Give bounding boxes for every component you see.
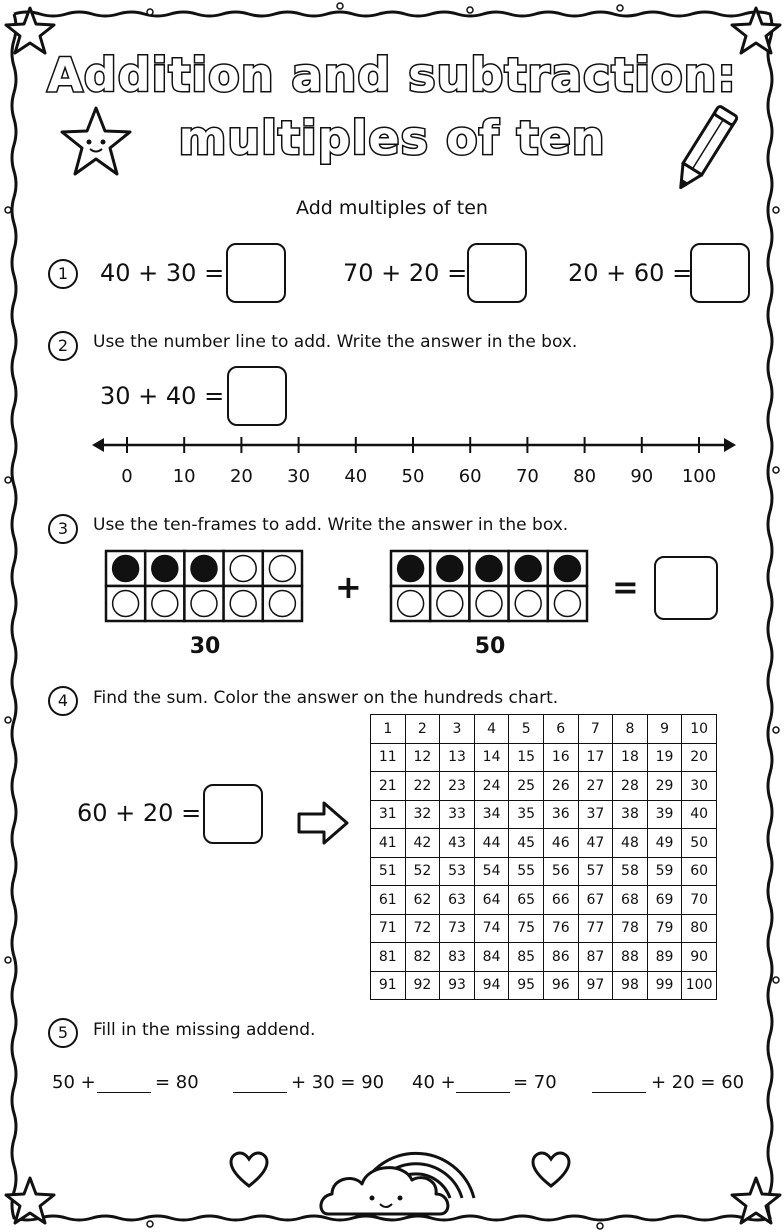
hundreds-chart-cell[interactable]: 22: [405, 772, 440, 801]
q2-instruction: Use the number line to add. Write the answer in the box.: [93, 332, 578, 352]
counter-filled: [476, 556, 502, 582]
hundreds-chart-row: [371, 800, 717, 829]
hundreds-chart-cell[interactable]: 75: [509, 914, 544, 943]
hundreds-chart-cell[interactable]: 41: [371, 829, 406, 858]
plus-sign: +: [335, 568, 362, 606]
hundreds-chart-cell[interactable]: 73: [440, 914, 475, 943]
hundreds-chart-cell[interactable]: 61: [371, 886, 406, 915]
number-line-label: 40: [344, 466, 368, 487]
hundreds-chart-cell[interactable]: 27: [578, 772, 613, 801]
q5-item-2-blank[interactable]: [233, 1092, 287, 1093]
hundreds-chart-cell[interactable]: 97: [578, 971, 613, 1000]
q5-item-3-blank[interactable]: [456, 1092, 510, 1093]
hundreds-chart-cell[interactable]: 29: [647, 772, 682, 801]
hundreds-chart-cell[interactable]: 62: [405, 886, 440, 915]
hundreds-chart-cell[interactable]: 60: [682, 857, 717, 886]
hundreds-chart-cell[interactable]: 34: [474, 800, 509, 829]
hundreds-chart-cell[interactable]: 93: [440, 971, 475, 1000]
number-line-label: 100: [681, 466, 717, 487]
hundreds-chart-cell[interactable]: 100: [682, 971, 717, 1000]
hundreds-chart-cell[interactable]: 44: [474, 829, 509, 858]
q2-answer-box[interactable]: [227, 366, 287, 426]
hundreds-chart-cell[interactable]: 55: [509, 857, 544, 886]
q5-item-1-left: 50 +: [52, 1072, 96, 1093]
question-number-4: 4: [48, 686, 78, 716]
q5-instruction: Fill in the missing addend.: [93, 1020, 316, 1040]
hundreds-chart-cell[interactable]: 95: [509, 971, 544, 1000]
hundreds-chart-cell[interactable]: 18: [613, 743, 648, 772]
hundreds-chart-cell[interactable]: 15: [509, 743, 544, 772]
counter-empty: [191, 591, 217, 617]
hundreds-chart-cell[interactable]: 79: [647, 914, 682, 943]
hundreds-chart-cell[interactable]: 59: [647, 857, 682, 886]
counter-empty: [476, 591, 502, 617]
hundreds-chart-cell[interactable]: 5: [509, 715, 544, 744]
hundreds-chart-cell[interactable]: 31: [371, 800, 406, 829]
hundreds-chart-cell[interactable]: 68: [613, 886, 648, 915]
ten-frame-1-label: 30: [189, 634, 221, 659]
q3-instruction: Use the ten-frames to add. Write the answer in the box.: [93, 515, 569, 535]
counter-empty: [152, 591, 178, 617]
hundreds-chart-row: [371, 715, 717, 744]
counter-filled: [554, 556, 580, 582]
hundreds-chart-cell[interactable]: 24: [474, 772, 509, 801]
q5-item-4-blank[interactable]: [592, 1092, 646, 1093]
border-dot: [147, 9, 153, 15]
border-dot: [5, 957, 11, 963]
number-line-label: 60: [458, 466, 482, 487]
counter-empty: [515, 591, 541, 617]
hundreds-chart-cell[interactable]: 16: [543, 743, 578, 772]
hundreds-chart-cell[interactable]: 39: [647, 800, 682, 829]
hundreds-chart-cell[interactable]: 9: [647, 715, 682, 744]
hundreds-chart-cell[interactable]: 69: [647, 886, 682, 915]
hundreds-chart-cell[interactable]: 84: [474, 943, 509, 972]
hundreds-chart-cell[interactable]: 40: [682, 800, 717, 829]
border-dot: [337, 3, 343, 9]
q4-instruction: Find the sum. Color the answer on the hundreds chart.: [93, 688, 559, 708]
hundreds-chart-cell[interactable]: 83: [440, 943, 475, 972]
hundreds-chart-cell[interactable]: 89: [647, 943, 682, 972]
hundreds-chart-cell[interactable]: 85: [509, 943, 544, 972]
q4-equation: 60 + 20 =: [77, 799, 202, 827]
hundreds-chart-cell[interactable]: 98: [613, 971, 648, 1000]
hundreds-chart-cell[interactable]: 1: [371, 715, 406, 744]
hundreds-chart-cell[interactable]: 33: [440, 800, 475, 829]
hundreds-chart-cell[interactable]: 35: [509, 800, 544, 829]
q1-equation-3: 20 + 60 =: [568, 259, 693, 287]
hundreds-chart-cell[interactable]: 70: [682, 886, 717, 915]
hundreds-chart-cell[interactable]: 88: [613, 943, 648, 972]
hundreds-chart-cell[interactable]: 14: [474, 743, 509, 772]
hundreds-chart-cell[interactable]: 8: [613, 715, 648, 744]
border-dot: [773, 727, 779, 733]
hundreds-chart-cell[interactable]: 96: [543, 971, 578, 1000]
q2-equation: 30 + 40 =: [100, 382, 225, 410]
hundreds-chart-cell[interactable]: 21: [371, 772, 406, 801]
hundreds-chart-cell[interactable]: 51: [371, 857, 406, 886]
hundreds-chart-cell[interactable]: 66: [543, 886, 578, 915]
hundreds-chart-cell[interactable]: 50: [682, 829, 717, 858]
question-number-5: 5: [48, 1018, 78, 1048]
number-line-label: 90: [630, 466, 654, 487]
hundreds-chart-cell[interactable]: 6: [543, 715, 578, 744]
hundreds-chart-cell[interactable]: 87: [578, 943, 613, 972]
arrow-right-icon: [296, 800, 350, 846]
counter-empty: [398, 591, 424, 617]
hundreds-chart-cell[interactable]: 10: [682, 715, 717, 744]
hundreds-chart-cell[interactable]: 99: [647, 971, 682, 1000]
hundreds-chart-cell[interactable]: 94: [474, 971, 509, 1000]
hundreds-chart-cell[interactable]: 25: [509, 772, 544, 801]
hundreds-chart-cell[interactable]: 4: [474, 715, 509, 744]
border-dot: [467, 7, 473, 13]
border-dot: [597, 1223, 603, 1229]
q5-item-1-blank[interactable]: [97, 1092, 151, 1093]
hundreds-chart-cell[interactable]: 30: [682, 772, 717, 801]
counter-empty: [230, 591, 256, 617]
hundreds-chart-row: [371, 943, 717, 972]
q5-item-1-right: = 80: [155, 1072, 199, 1093]
hundreds-chart-cell[interactable]: 78: [613, 914, 648, 943]
star-icon: [56, 104, 136, 180]
hundreds-chart-cell[interactable]: 7: [578, 715, 613, 744]
q3-answer-box[interactable]: [654, 556, 718, 620]
border-dot: [5, 477, 11, 483]
hundreds-chart-row: [371, 857, 717, 886]
hundreds-chart-cell[interactable]: 37: [578, 800, 613, 829]
counter-filled: [515, 556, 541, 582]
hundreds-chart-cell[interactable]: 13: [440, 743, 475, 772]
ten-frame-1: [104, 549, 306, 623]
q5-item-3-left: 40 +: [412, 1072, 456, 1093]
counter-empty: [113, 591, 139, 617]
hundreds-chart-cell[interactable]: 2: [405, 715, 440, 744]
hundreds-chart-cell[interactable]: 17: [578, 743, 613, 772]
hundreds-chart-cell[interactable]: 77: [578, 914, 613, 943]
hundreds-chart-cell[interactable]: 19: [647, 743, 682, 772]
number-line-label: 80: [573, 466, 597, 487]
hundreds-chart-row: [371, 914, 717, 943]
hundreds-chart-row: [371, 772, 717, 801]
q1-answer-box-1[interactable]: [226, 243, 286, 303]
hundreds-chart-cell[interactable]: 11: [371, 743, 406, 772]
number-line-label: 10: [172, 466, 196, 487]
hundreds-chart-cell[interactable]: 12: [405, 743, 440, 772]
hundreds-chart-cell[interactable]: 74: [474, 914, 509, 943]
border-dot: [773, 977, 779, 983]
heart-icon: [228, 1150, 270, 1190]
subtitle: Add multiples of ten: [296, 197, 488, 219]
q1-equation-1: 40 + 30 =: [100, 259, 225, 287]
hundreds-chart-cell[interactable]: 56: [543, 857, 578, 886]
equals-sign: =: [612, 568, 639, 606]
question-number-3: 3: [48, 514, 78, 544]
counter-filled: [398, 556, 424, 582]
number-line-label: 0: [121, 466, 133, 487]
hundreds-chart-cell[interactable]: 86: [543, 943, 578, 972]
counter-empty: [269, 556, 295, 582]
hundreds-chart-cell[interactable]: 42: [405, 829, 440, 858]
hundreds-chart-cell[interactable]: 63: [440, 886, 475, 915]
hundreds-chart-cell[interactable]: 38: [613, 800, 648, 829]
hundreds-chart-cell[interactable]: 36: [543, 800, 578, 829]
q1-answer-box-2[interactable]: [467, 243, 527, 303]
hundreds-chart-cell[interactable]: 32: [405, 800, 440, 829]
hundreds-chart-cell[interactable]: 43: [440, 829, 475, 858]
hundreds-chart-cell[interactable]: 67: [578, 886, 613, 915]
hundreds-chart-cell[interactable]: 71: [371, 914, 406, 943]
number-line-label: 70: [515, 466, 539, 487]
hundreds-chart-cell[interactable]: 58: [613, 857, 648, 886]
ten-frame-2: [389, 549, 591, 623]
hundreds-chart-cell[interactable]: 57: [578, 857, 613, 886]
title-line-1: Addition and subtraction:: [47, 48, 737, 102]
hundreds-chart-cell[interactable]: 49: [647, 829, 682, 858]
hundreds-chart-cell[interactable]: 80: [682, 914, 717, 943]
hundreds-chart-cell[interactable]: 54: [474, 857, 509, 886]
q1-equation-2: 70 + 20 =: [343, 259, 468, 287]
counter-empty: [269, 591, 295, 617]
hundreds-chart-cell[interactable]: 90: [682, 943, 717, 972]
q5-item-2-right: + 30 = 90: [291, 1072, 385, 1093]
hundreds-chart-cell[interactable]: 91: [371, 971, 406, 1000]
hundreds-chart-row: [371, 829, 717, 858]
hundreds-chart-row: [371, 743, 717, 772]
counter-filled: [113, 556, 139, 582]
q5-item-3-right: = 70: [513, 1072, 557, 1093]
hundreds-chart-cell[interactable]: 45: [509, 829, 544, 858]
hundreds-chart-cell[interactable]: 26: [543, 772, 578, 801]
hundreds-chart-cell[interactable]: 46: [543, 829, 578, 858]
counter-filled: [437, 556, 463, 582]
rainbow-cloud-icon: [318, 1118, 478, 1218]
hundreds-chart-cell[interactable]: 23: [440, 772, 475, 801]
hundreds-chart-cell[interactable]: 65: [509, 886, 544, 915]
border-dot: [773, 467, 779, 473]
hundreds-chart: [370, 714, 717, 1000]
hundreds-chart-cell[interactable]: 82: [405, 943, 440, 972]
hundreds-chart-cell[interactable]: 48: [613, 829, 648, 858]
hundreds-chart-cell[interactable]: 53: [440, 857, 475, 886]
counter-filled: [191, 556, 217, 582]
border-dot: [5, 717, 11, 723]
hundreds-chart-cell[interactable]: 92: [405, 971, 440, 1000]
counter-empty: [230, 556, 256, 582]
q4-answer-box[interactable]: [203, 784, 263, 844]
border-dot: [147, 1221, 153, 1227]
pencil-icon: [668, 102, 738, 202]
counter-empty: [554, 591, 580, 617]
hundreds-chart-row: [371, 886, 717, 915]
number-line-label: 20: [229, 466, 253, 487]
ten-frame-2-label: 50: [474, 634, 506, 659]
q1-answer-box-3[interactable]: [690, 243, 750, 303]
question-number-1: 1: [48, 259, 78, 289]
counter-filled: [152, 556, 178, 582]
hundreds-chart-row: [371, 971, 717, 1000]
heart-icon: [530, 1150, 572, 1190]
hundreds-chart-cell[interactable]: 28: [613, 772, 648, 801]
counter-empty: [437, 591, 463, 617]
hundreds-chart-cell[interactable]: 3: [440, 715, 475, 744]
border-dot: [617, 5, 623, 11]
hundreds-chart-cell[interactable]: 81: [371, 943, 406, 972]
number-line: [0, 430, 784, 466]
question-number-2: 2: [48, 331, 78, 361]
title-line-2: multiples of ten: [178, 111, 606, 165]
number-line-label: 50: [401, 466, 425, 487]
hundreds-chart-cell[interactable]: 76: [543, 914, 578, 943]
hundreds-chart-cell[interactable]: 20: [682, 743, 717, 772]
q5-item-4-right: + 20 = 60: [651, 1072, 745, 1093]
number-line-label: 30: [287, 466, 311, 487]
hundreds-chart-cell[interactable]: 72: [405, 914, 440, 943]
hundreds-chart-cell[interactable]: 64: [474, 886, 509, 915]
hundreds-chart-cell[interactable]: 52: [405, 857, 440, 886]
hundreds-chart-cell[interactable]: 47: [578, 829, 613, 858]
